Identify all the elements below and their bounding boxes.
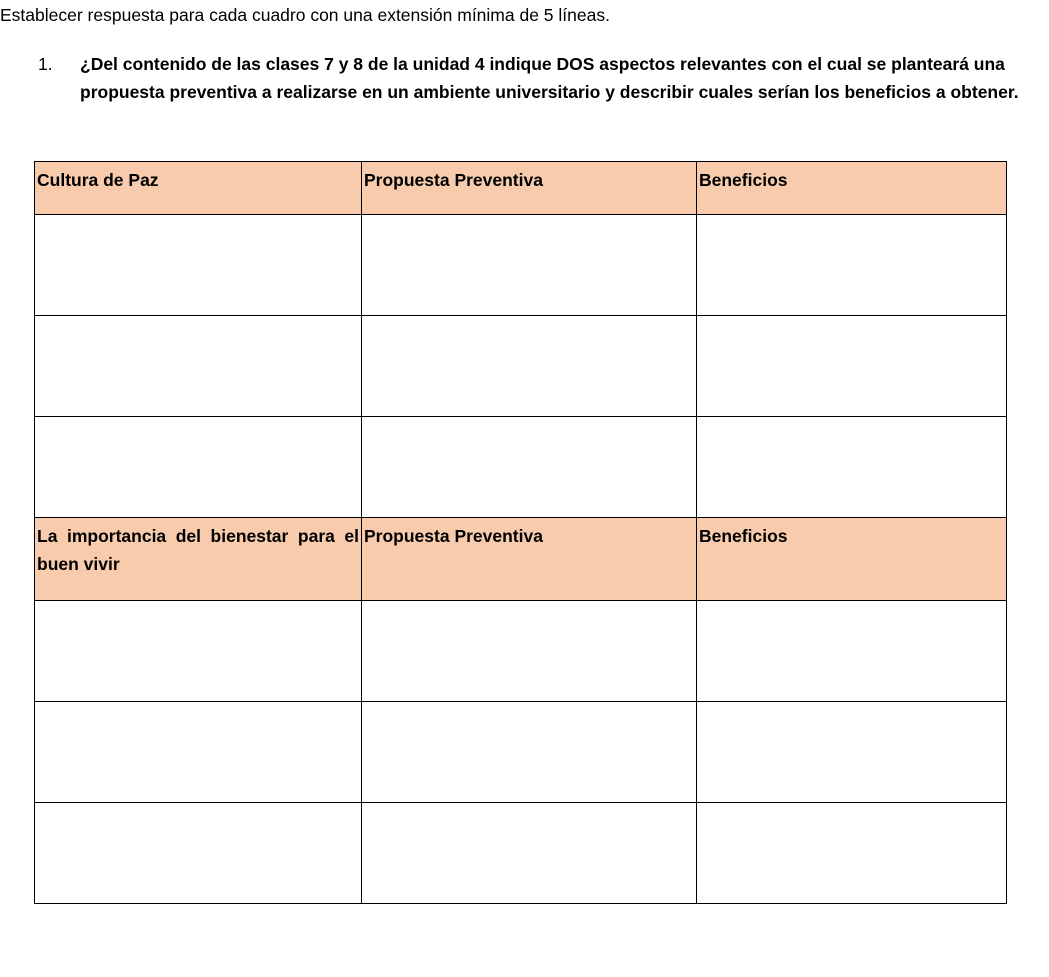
answer-cell[interactable] [35, 702, 362, 803]
question-text: ¿Del contenido de las clases 7 y 8 de la unidad 4 indique DOS aspectos relevantes con el cual se planteará una propuesta preventiva a realizarse en un ambiente universitario y describir cuales serían los beneficios a obtener. [80, 54, 1019, 102]
table-row [35, 803, 1007, 904]
table-row [35, 702, 1007, 803]
header-row-bienestar [35, 518, 1007, 601]
answer-cell[interactable] [697, 417, 1007, 518]
instruction-text: Establecer respuesta para cada cuadro con una extensión mínima de 5 líneas. [0, 5, 610, 25]
answer-cell[interactable] [35, 417, 362, 518]
answer-cell[interactable] [697, 702, 1007, 803]
answer-cell[interactable] [362, 601, 697, 702]
answer-cell[interactable] [35, 316, 362, 417]
header-propuesta-preventiva-1: Propuesta Preventiva [362, 162, 697, 215]
answer-cell[interactable] [697, 215, 1007, 316]
table-row [35, 417, 1007, 518]
header-importancia-bienestar: La importancia del bienestar para el buen vivir [35, 518, 362, 601]
answer-cell[interactable] [35, 601, 362, 702]
table-row [35, 215, 1007, 316]
header-row-cultura [35, 162, 1007, 215]
table-row [35, 601, 1007, 702]
question-number: 1. [38, 54, 53, 74]
answer-cell[interactable] [362, 316, 697, 417]
answer-table [34, 161, 1007, 904]
table-row [35, 316, 1007, 417]
answer-cell[interactable] [697, 316, 1007, 417]
answer-cell[interactable] [697, 601, 1007, 702]
header-beneficios-2: Beneficios [697, 518, 1007, 601]
answer-cell[interactable] [35, 803, 362, 904]
header-cultura-de-paz: Cultura de Paz [35, 162, 362, 215]
answer-cell[interactable] [362, 702, 697, 803]
answer-cell[interactable] [35, 215, 362, 316]
header-propuesta-preventiva-2: Propuesta Preventiva [362, 518, 697, 601]
answer-cell[interactable] [362, 803, 697, 904]
answer-cell[interactable] [362, 417, 697, 518]
answer-cell[interactable] [697, 803, 1007, 904]
answer-cell[interactable] [362, 215, 697, 316]
header-beneficios-1: Beneficios [697, 162, 1007, 215]
